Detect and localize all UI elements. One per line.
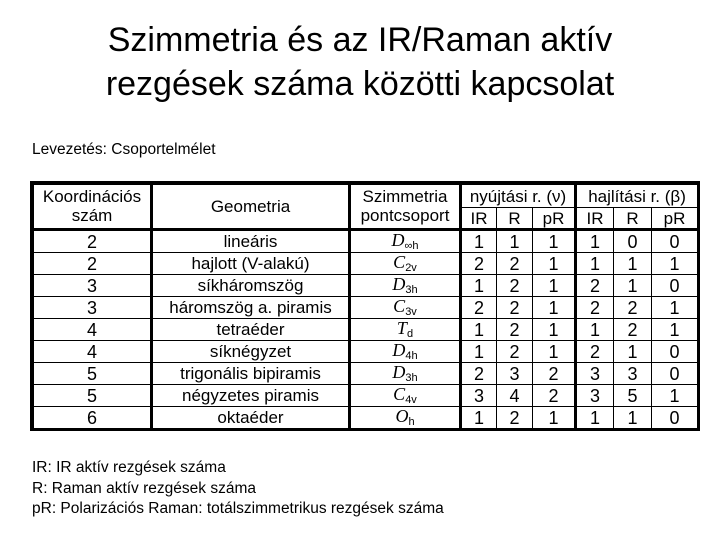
cell-symmetry xyxy=(350,341,461,363)
point-group-subscript: 4v xyxy=(405,394,417,406)
table-row xyxy=(34,230,698,253)
table-row xyxy=(34,275,698,297)
table-row xyxy=(34,385,698,407)
cell-bend-pr: 1 xyxy=(652,297,698,319)
table-row xyxy=(34,319,698,341)
cell-symmetry xyxy=(350,407,461,429)
cell-bend-pr: 0 xyxy=(652,275,698,297)
point-group-symbol: C xyxy=(393,384,406,404)
symmetry-table xyxy=(30,181,700,431)
cell-stretch-r: 1 xyxy=(497,230,533,253)
cell-bend-pr: 0 xyxy=(652,407,698,429)
cell-bend-ir: 1 xyxy=(576,319,614,341)
subtitle: Levezetés: Csoportelmélet xyxy=(32,141,216,158)
cell-stretch-r: 4 xyxy=(497,385,533,407)
cell-bend-r: 1 xyxy=(614,275,652,297)
cell-geometry: oktaéder xyxy=(152,407,350,429)
note-ir: IR: IR aktív rezgések száma xyxy=(32,459,226,476)
point-group-symbol: D xyxy=(392,362,406,382)
title-line-1: Szimmetria és az IR/Raman aktív xyxy=(107,21,613,59)
point-group-symbol: O xyxy=(395,406,409,426)
cell-geometry: síkháromszög xyxy=(152,275,350,297)
cell-bend-pr: 1 xyxy=(652,385,698,407)
cell-stretch-r: 2 xyxy=(497,341,533,363)
subheader-ir: IR xyxy=(576,208,614,230)
cell-stretch-pr: 1 xyxy=(533,275,576,297)
cell-geometry: hajlott (V-alakú) xyxy=(152,253,350,275)
header-bend: hajlítási r. (β) xyxy=(576,185,698,208)
point-group-symbol: C xyxy=(393,296,406,316)
table-row xyxy=(34,253,698,275)
table-row xyxy=(34,363,698,385)
header-stretch: nyújtási r. (ν) xyxy=(461,185,576,208)
cell-stretch-pr: 1 xyxy=(533,230,576,253)
cell-coord: 5 xyxy=(34,385,152,407)
point-group-subscript: 3h xyxy=(405,372,418,384)
cell-coord: 5 xyxy=(34,363,152,385)
cell-stretch-ir: 1 xyxy=(461,407,497,429)
cell-bend-r: 1 xyxy=(614,407,652,429)
cell-bend-ir: 1 xyxy=(576,253,614,275)
note-pr: pR: Polarizációs Raman: totálszimmetrikus rezgések száma xyxy=(32,500,444,517)
cell-symmetry xyxy=(350,385,461,407)
cell-coord: 6 xyxy=(34,407,152,429)
cell-bend-pr: 0 xyxy=(652,230,698,253)
point-group-symbol: D xyxy=(391,230,405,250)
cell-stretch-ir: 3 xyxy=(461,385,497,407)
cell-coord: 2 xyxy=(34,230,152,253)
cell-stretch-r: 2 xyxy=(497,319,533,341)
legend-notes xyxy=(32,458,444,520)
slide-title xyxy=(0,18,720,106)
cell-bend-r: 2 xyxy=(614,297,652,319)
point-group-subscript: 4h xyxy=(405,350,418,362)
cell-stretch-ir: 2 xyxy=(461,363,497,385)
cell-geometry: lineáris xyxy=(152,230,350,253)
cell-bend-ir: 1 xyxy=(576,407,614,429)
cell-bend-pr: 0 xyxy=(652,363,698,385)
cell-stretch-pr: 1 xyxy=(533,319,576,341)
point-group-subscript: 3h xyxy=(405,284,418,296)
cell-stretch-pr: 1 xyxy=(533,253,576,275)
cell-stretch-pr: 1 xyxy=(533,297,576,319)
table-row xyxy=(34,341,698,363)
cell-coord: 4 xyxy=(34,341,152,363)
cell-bend-ir: 3 xyxy=(576,363,614,385)
point-group-subscript: 3v xyxy=(405,306,417,318)
cell-stretch-pr: 1 xyxy=(533,407,576,429)
cell-stretch-r: 2 xyxy=(497,253,533,275)
header-symmetry: Szimmetria pontcsoport xyxy=(350,185,461,230)
title-line-2: rezgések száma közötti kapcsolat xyxy=(105,65,615,103)
cell-stretch-pr: 2 xyxy=(533,385,576,407)
cell-coord: 3 xyxy=(34,297,152,319)
cell-bend-ir: 2 xyxy=(576,275,614,297)
point-group-subscript: 2v xyxy=(405,262,417,274)
cell-stretch-r: 3 xyxy=(497,363,533,385)
cell-bend-r: 1 xyxy=(614,341,652,363)
cell-symmetry xyxy=(350,297,461,319)
cell-symmetry xyxy=(350,275,461,297)
point-group-subscript: h xyxy=(408,416,415,428)
cell-stretch-r: 2 xyxy=(497,275,533,297)
cell-bend-pr: 0 xyxy=(652,341,698,363)
cell-geometry: négyzetes piramis xyxy=(152,385,350,407)
cell-bend-ir: 1 xyxy=(576,230,614,253)
cell-stretch-ir: 1 xyxy=(461,275,497,297)
cell-bend-r: 2 xyxy=(614,319,652,341)
subheader-r: R xyxy=(497,208,533,230)
cell-stretch-r: 2 xyxy=(497,297,533,319)
cell-geometry: trigonális bipiramis xyxy=(152,363,350,385)
cell-stretch-ir: 1 xyxy=(461,230,497,253)
cell-geometry: háromszög a. piramis xyxy=(152,297,350,319)
cell-bend-ir: 3 xyxy=(576,385,614,407)
cell-coord: 4 xyxy=(34,319,152,341)
table-row xyxy=(34,407,698,429)
header-geometry: Geometria xyxy=(152,185,350,230)
point-group-subscript: d xyxy=(406,328,414,340)
cell-bend-pr: 1 xyxy=(652,319,698,341)
cell-symmetry xyxy=(350,230,461,253)
cell-stretch-pr: 1 xyxy=(533,341,576,363)
cell-coord: 3 xyxy=(34,275,152,297)
cell-stretch-ir: 1 xyxy=(461,319,497,341)
cell-geometry: síknégyzet xyxy=(152,341,350,363)
subheader-pr: pR xyxy=(533,208,576,230)
cell-stretch-r: 2 xyxy=(497,407,533,429)
point-group-subscript: ∞h xyxy=(404,240,419,252)
cell-bend-ir: 2 xyxy=(576,297,614,319)
cell-bend-r: 1 xyxy=(614,253,652,275)
cell-geometry: tetraéder xyxy=(152,319,350,341)
cell-bend-r: 0 xyxy=(614,230,652,253)
cell-bend-ir: 2 xyxy=(576,341,614,363)
cell-stretch-ir: 1 xyxy=(461,341,497,363)
cell-stretch-ir: 2 xyxy=(461,253,497,275)
subheader-pr: pR xyxy=(652,208,698,230)
subheader-r: R xyxy=(614,208,652,230)
point-group-symbol: D xyxy=(392,340,406,360)
cell-coord: 2 xyxy=(34,253,152,275)
header-coord: Koordinációs szám xyxy=(34,185,152,230)
point-group-symbol: C xyxy=(393,252,406,272)
table-row xyxy=(34,297,698,319)
cell-symmetry xyxy=(350,363,461,385)
cell-symmetry xyxy=(350,253,461,275)
note-r: R: Raman aktív rezgések száma xyxy=(32,479,256,497)
subheader-ir: IR xyxy=(461,208,497,230)
cell-stretch-pr: 2 xyxy=(533,363,576,385)
point-group-symbol: T xyxy=(396,318,407,338)
cell-bend-pr: 1 xyxy=(652,253,698,275)
cell-bend-r: 3 xyxy=(614,363,652,385)
cell-bend-r: 5 xyxy=(614,385,652,407)
cell-symmetry xyxy=(350,319,461,341)
point-group-symbol: D xyxy=(392,274,406,294)
cell-stretch-ir: 2 xyxy=(461,297,497,319)
